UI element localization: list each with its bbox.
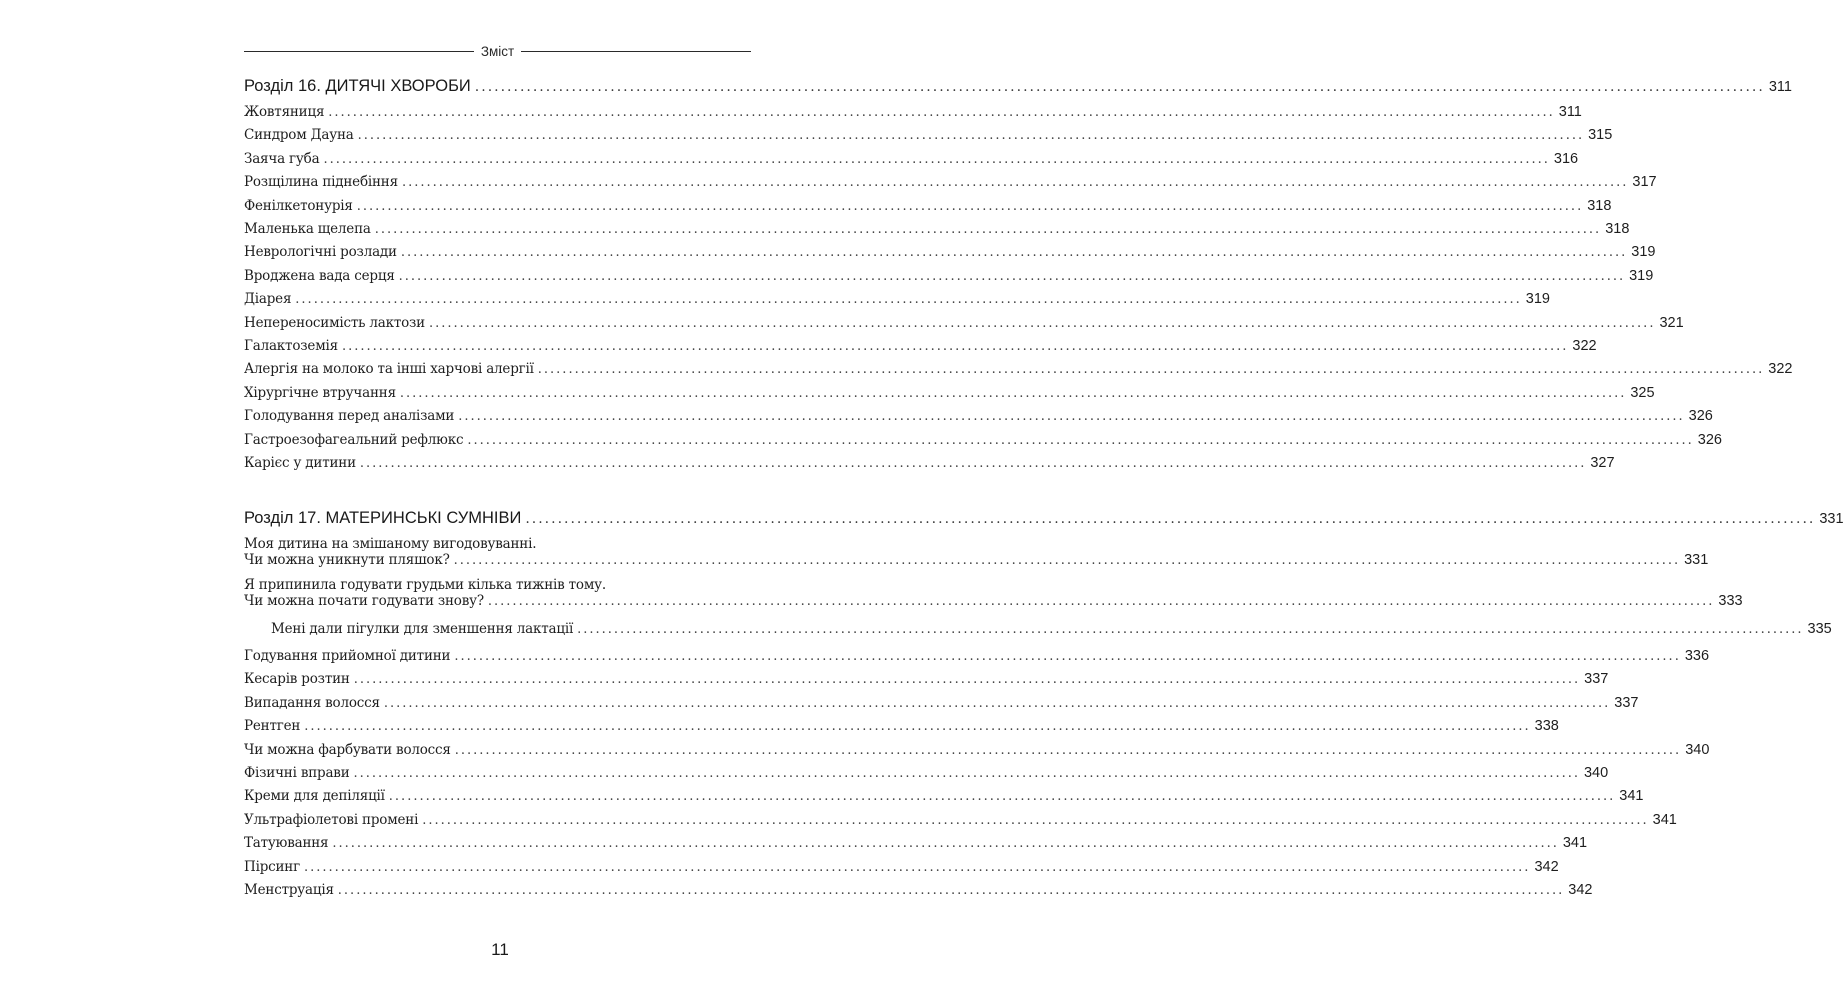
entry-label: Жовтяниця <box>244 104 325 120</box>
dot-leader: ........................................................................................................................................................................................................ <box>353 672 1581 688</box>
dot-leader: ........................................................................................................................................................................................................ <box>398 268 1626 284</box>
toc-entry[interactable] <box>244 882 1593 898</box>
page-ref: 327 <box>1590 455 1615 471</box>
page-ref: 333 <box>1718 593 1743 609</box>
dot-leader: ........................................................................................................................................................................................................ <box>454 742 1682 758</box>
dot-leader: ........................................................................................................................................................................................................ <box>323 151 1550 167</box>
entry-label: Пірсинг <box>244 858 300 875</box>
dot-leader: ........................................................................................................................................................................................................ <box>400 245 1628 261</box>
page-ref: 315 <box>1588 127 1613 144</box>
toc-sub-entry[interactable] <box>271 621 1832 637</box>
page-ref: 341 <box>1619 788 1644 805</box>
dot-leader: ........................................................................................................................................................................................................ <box>359 456 1587 471</box>
page-ref: 319 <box>1629 267 1654 284</box>
entry-label: Ультрафіолетові промені <box>244 811 419 828</box>
entry-line1: Моя дитина на змішаному вигодовуванні. <box>244 536 537 552</box>
dot-leader: ........................................................................................................................................................................................................ <box>537 362 1765 378</box>
page-ref: 331 <box>1684 552 1709 568</box>
toc-entry[interactable] <box>244 431 1722 448</box>
entry-label: Неврологічні розлади <box>244 244 397 261</box>
dot-leader: ........................................................................................................................................................................................................ <box>388 789 1616 805</box>
page-ref: 318 <box>1605 221 1630 237</box>
toc-entry[interactable] <box>244 671 1609 688</box>
entry-label: Хірургічне втручання <box>244 384 396 401</box>
entry-label: Заяча губа <box>244 150 320 167</box>
page-ref: 341 <box>1562 835 1588 852</box>
entry-label: Непереносимість лактози <box>244 314 425 331</box>
dot-leader: ........................................................................................................................................................................................................ <box>304 719 1531 735</box>
dot-leader: ........................................................................................................................................................................................................ <box>353 766 1580 781</box>
dot-leader: ........................................................................................................................................................................................................ <box>467 432 1694 448</box>
page-ref: 318 <box>1587 197 1612 214</box>
toc-entry[interactable] <box>244 648 1710 664</box>
entry-label: Менструація <box>244 882 334 898</box>
toc-entry[interactable] <box>244 858 1559 875</box>
header-rule-right <box>521 51 751 52</box>
page-ref: 337 <box>1614 694 1639 711</box>
entry-label: Креми для депіляції <box>244 788 385 805</box>
toc-entry[interactable] <box>244 174 1657 191</box>
dot-leader: ........................................................................................................................................................................................................ <box>422 812 1649 828</box>
dot-leader: ........................................................................................................................................................................................................ <box>454 649 1681 664</box>
toc-entry[interactable] <box>244 291 1550 308</box>
dot-leader: ........................................................................................................................................................................................................ <box>487 594 1715 609</box>
page-ref: 316 <box>1553 150 1579 167</box>
toc-entry[interactable] <box>244 267 1654 284</box>
page-ref: 340 <box>1583 765 1609 781</box>
dot-leader: ........................................................................................................................................................................................................ <box>357 128 1585 144</box>
page-ref: 337 <box>1584 671 1609 688</box>
toc-entry[interactable] <box>244 244 1656 261</box>
page-ref: 326 <box>1688 408 1713 425</box>
entry-label: Фізичні вправи <box>244 765 350 781</box>
entry-label: Розщілина піднебіння <box>244 174 398 191</box>
dot-leader: ........................................................................................................................................................................................................ <box>458 409 1685 425</box>
toc-entry[interactable] <box>244 384 1655 401</box>
entry-label: Годування прийомної дитини <box>244 648 451 664</box>
entry-label: Голодування перед аналізами <box>244 408 455 425</box>
dot-leader: ........................................................................................................................................................................................................ <box>341 339 1569 354</box>
entry-label: Синдром Дауна <box>244 127 354 144</box>
page-ref: 319 <box>1525 291 1550 308</box>
page-ref: 325 <box>1630 384 1655 401</box>
dot-leader: ........................................................................................................................................................................................................ <box>401 175 1629 191</box>
toc-entry[interactable] <box>244 455 1615 471</box>
chapter-heading[interactable] <box>244 77 1792 96</box>
entry-line1: Я припинила годувати грудьми кілька тижнів тому. <box>244 577 606 593</box>
entry-label: Діарея <box>244 291 292 308</box>
page-ref: 311 <box>1558 104 1582 120</box>
toc-entry[interactable] <box>244 811 1677 828</box>
header-rule-left <box>244 51 474 52</box>
page-ref: 326 <box>1697 431 1722 448</box>
chapter-title: Розділ 16. ДИТЯЧІ ХВОРОБИ <box>244 77 471 95</box>
dot-leader: ........................................................................................................................................................................................................ <box>383 695 1611 711</box>
toc-entry[interactable] <box>244 718 1559 735</box>
dot-leader: ........................................................................................................................................................................................................ <box>428 315 1656 331</box>
entry-line2: Чи можна почати годувати знову? <box>244 593 484 609</box>
page-ref: 322 <box>1768 361 1793 378</box>
page-ref: 321 <box>1659 314 1684 331</box>
toc-entry[interactable] <box>244 765 1609 781</box>
page-ref: 317 <box>1632 174 1657 191</box>
entry-line2-row <box>244 552 1709 568</box>
toc-entry[interactable] <box>244 221 1630 237</box>
page-ref: 338 <box>1534 718 1559 735</box>
page-ref: 342 <box>1568 882 1593 898</box>
entry-label: Галактоземія <box>244 338 338 354</box>
dot-leader: ........................................................................................................................................................................................................ <box>453 553 1681 568</box>
toc-entry[interactable] <box>244 835 1588 852</box>
toc-entry[interactable] <box>244 338 1597 354</box>
page-ref: 331 <box>1819 511 1844 527</box>
toc-entry[interactable] <box>244 314 1684 331</box>
dot-leader: ........................................................................................................................................................................................................ <box>356 198 1584 214</box>
dot-leader: ........................................................................................................................................................................................................ <box>577 622 1804 637</box>
entry-label: Фенілкетонурія <box>244 197 353 214</box>
toc-entry[interactable] <box>244 150 1579 167</box>
chapter-title: Розділ 17. МАТЕРИНСЬКІ СУМНІВИ <box>244 509 522 527</box>
dot-leader: ........................................................................................................................................................................................................ <box>295 292 1522 308</box>
toc-entry[interactable] <box>244 197 1612 214</box>
header-title: Зміст <box>480 43 515 59</box>
entry-line2: Чи можна уникнути пляшок? <box>244 552 450 568</box>
entry-label: Карієс у дитини <box>244 455 356 471</box>
entry-label: Гастроезофагеальний рефлюкс <box>244 431 464 448</box>
entry-label: Маленька щелепа <box>244 221 371 237</box>
entry-label: Татуювання <box>244 835 329 852</box>
chapter-heading[interactable] <box>244 509 1844 528</box>
toc-entry[interactable] <box>244 694 1639 711</box>
dot-leader: ........................................................................................................................................................................................................ <box>399 385 1627 401</box>
page-number: 11 <box>491 940 509 959</box>
page-ref: 336 <box>1684 648 1710 664</box>
page-ref: 319 <box>1631 244 1656 261</box>
dot-leader: ........................................................................................................................................................................................................ <box>328 105 1555 120</box>
dot-leader: ........................................................................................................................................................................................................ <box>474 79 1765 95</box>
dot-leader: ........................................................................................................................................................................................................ <box>337 883 1565 898</box>
entry-label: Вроджена вада серця <box>244 267 395 284</box>
entry-line2-row <box>244 593 1743 609</box>
page-ref: 311 <box>1768 79 1792 95</box>
toc-entry[interactable] <box>244 741 1710 758</box>
page-ref: 335 <box>1807 621 1832 637</box>
toc-entry[interactable] <box>244 104 1582 120</box>
entry-label: Випадання волосся <box>244 694 380 711</box>
dot-leader: ........................................................................................................................................................................................................ <box>303 859 1531 875</box>
toc-entry[interactable] <box>244 127 1613 144</box>
entry-label: Мені дали пігулки для зменшення лактації <box>271 621 574 637</box>
entry-label: Рентген <box>244 718 301 735</box>
page-ref: 340 <box>1685 741 1710 758</box>
toc-entry[interactable] <box>244 408 1713 425</box>
entry-label: Чи можна фарбувати волосся <box>244 741 451 758</box>
toc-entry[interactable] <box>244 788 1644 805</box>
entry-label: Кесарів розтин <box>244 671 350 688</box>
page-ref: 342 <box>1534 858 1559 875</box>
running-header <box>244 42 751 60</box>
dot-leader: ........................................................................................................................................................................................................ <box>332 836 1559 852</box>
dot-leader: ........................................................................................................................................................................................................ <box>525 511 1816 527</box>
page-ref: 322 <box>1572 338 1597 354</box>
dot-leader: ........................................................................................................................................................................................................ <box>374 222 1602 237</box>
entry-label: Алергія на молоко та інші харчові алергії <box>244 361 534 378</box>
page-ref: 341 <box>1652 811 1677 828</box>
toc-entry[interactable] <box>244 361 1793 378</box>
